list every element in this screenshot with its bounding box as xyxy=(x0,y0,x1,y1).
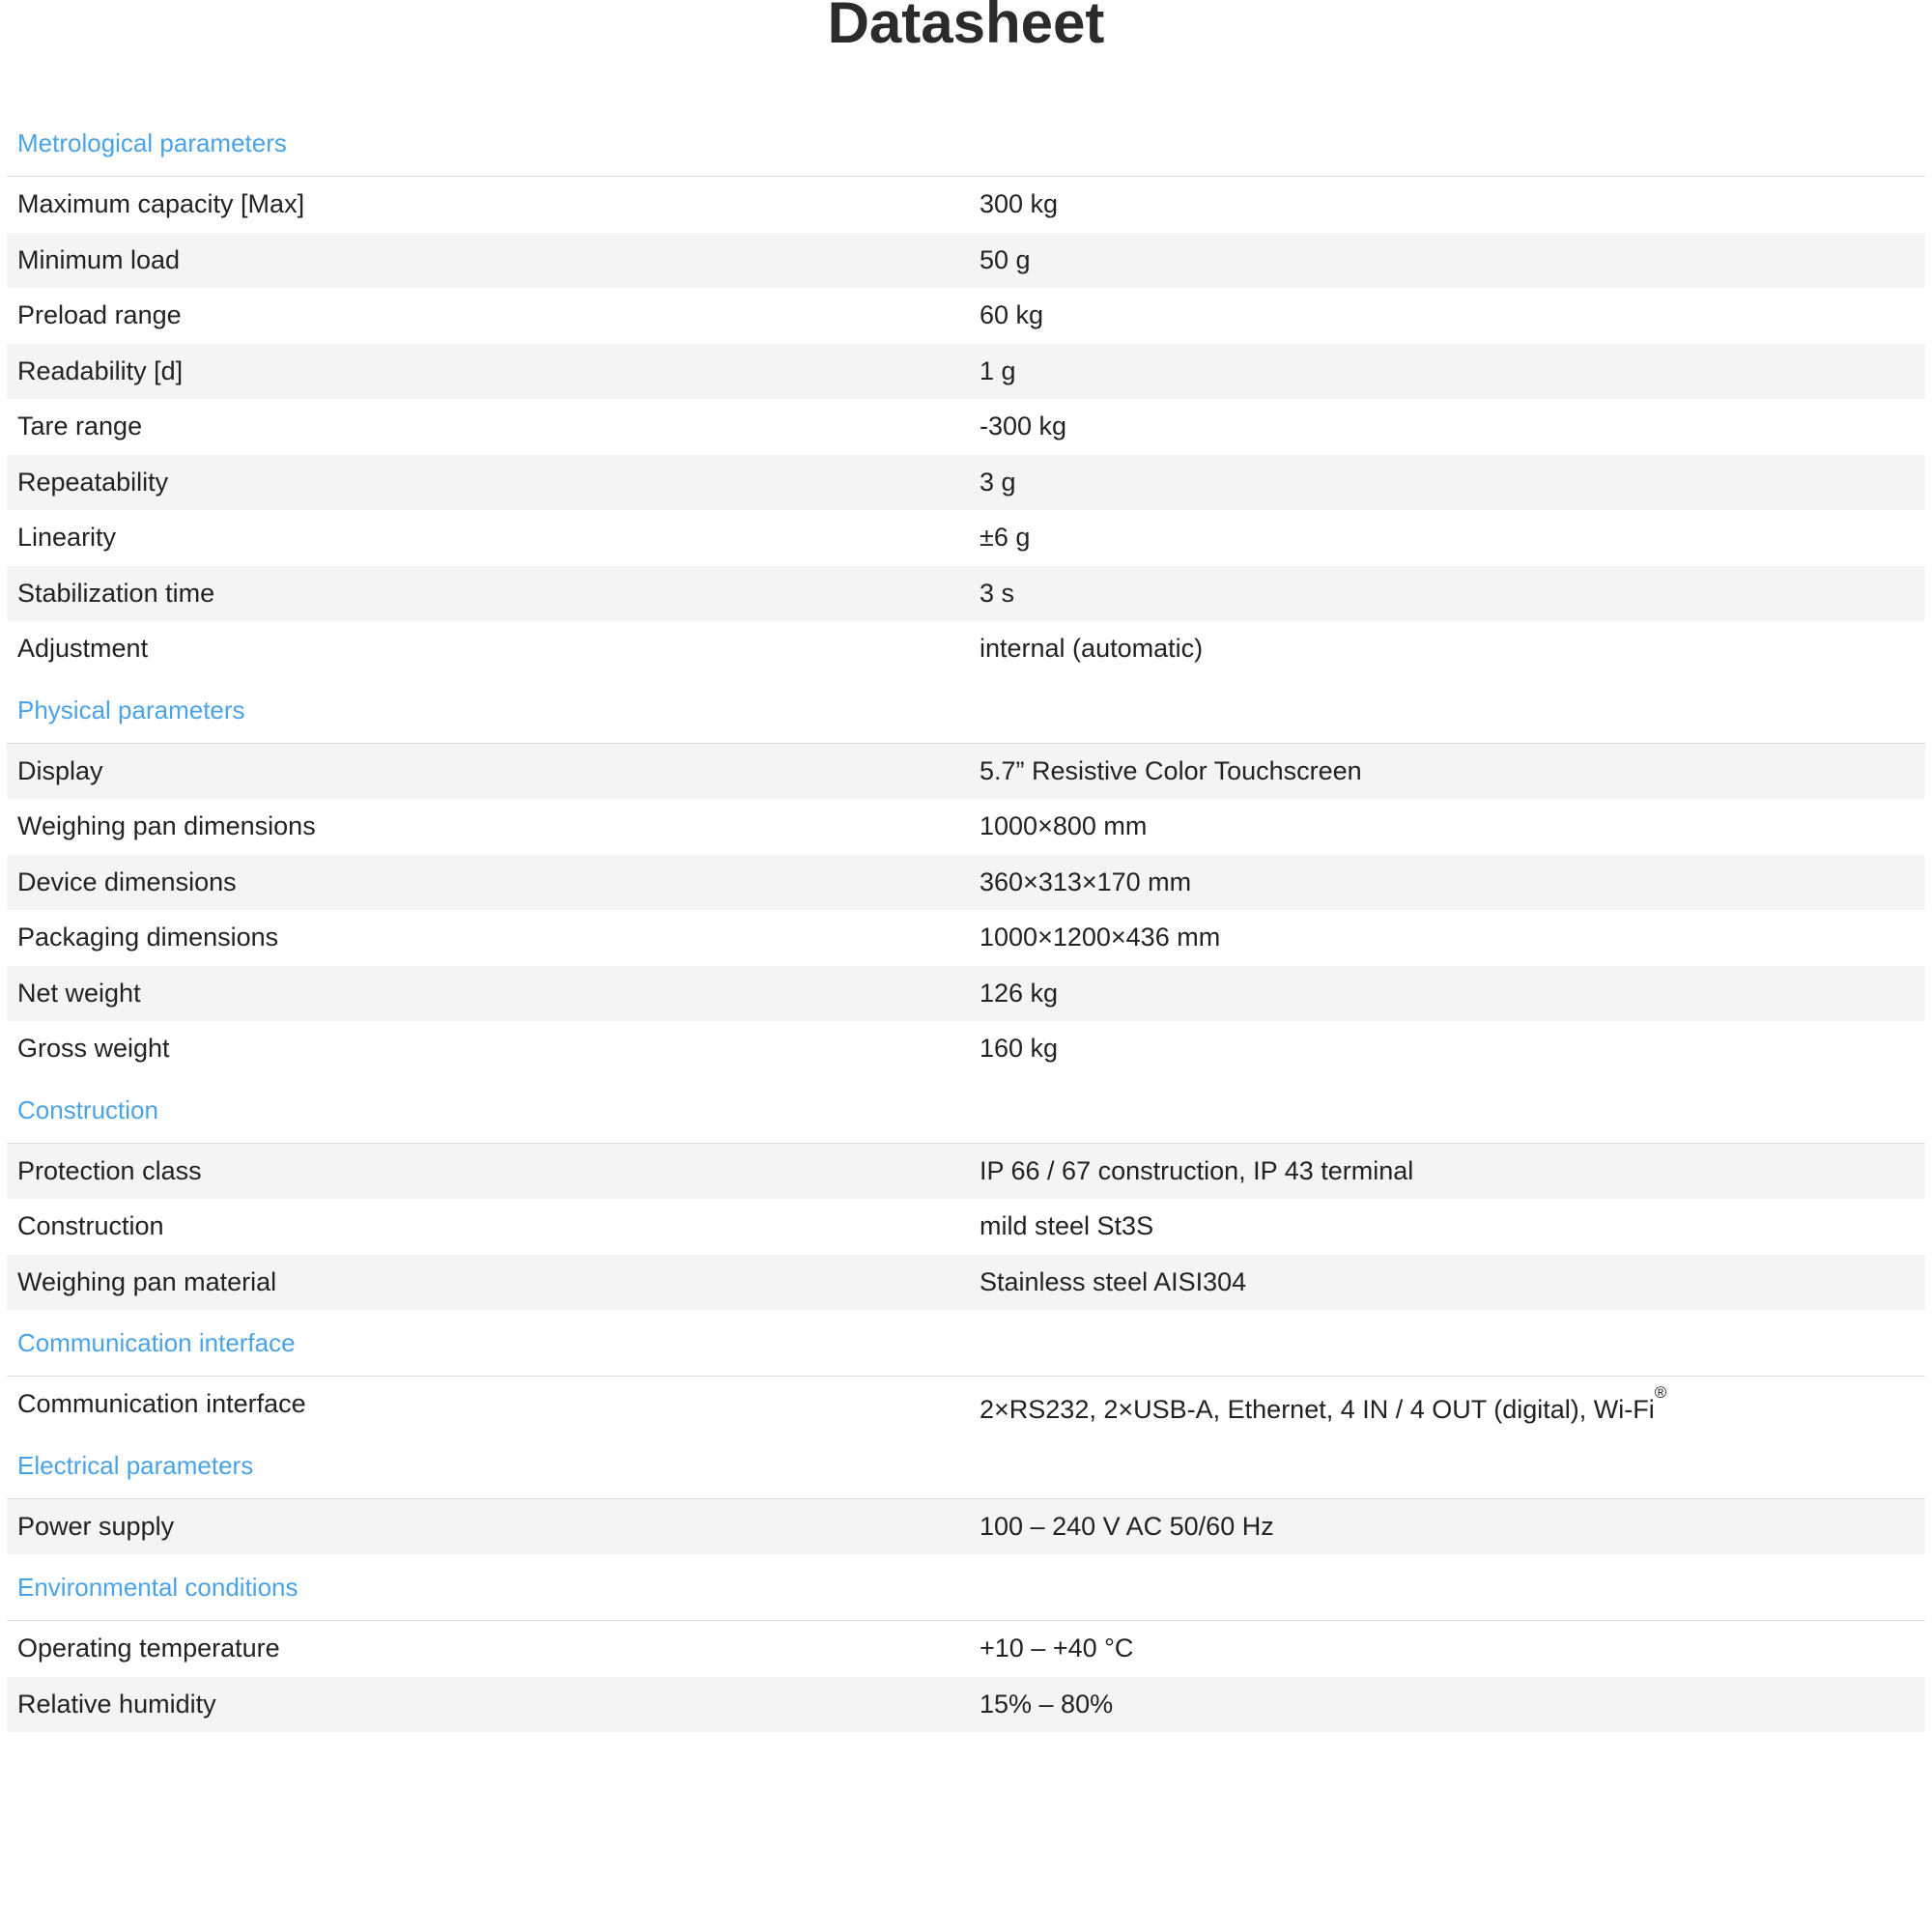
page-title: Datasheet xyxy=(827,0,1105,55)
table-row xyxy=(7,855,1925,911)
row-value: 300 kg xyxy=(980,189,1059,218)
row-label: Preload range xyxy=(17,300,182,329)
row-value: 5.7” Resistive Color Touchscreen xyxy=(980,755,1362,785)
section-heading: Electrical parameters xyxy=(7,1433,1925,1499)
row-value: ±6 g xyxy=(980,523,1031,552)
section-heading: Communication interface xyxy=(7,1310,1925,1377)
section-electrical-parameters xyxy=(7,1433,1925,1555)
table-row xyxy=(7,1677,1925,1733)
row-label: Adjustment xyxy=(17,634,149,663)
table-row xyxy=(7,510,1925,566)
table-row xyxy=(7,177,1925,233)
row-value: mild steel St3S xyxy=(980,1211,1154,1240)
row-value: 126 kg xyxy=(980,978,1059,1008)
row-value xyxy=(980,1382,1666,1438)
table-row xyxy=(7,344,1925,400)
section-heading: Environmental conditions xyxy=(7,1554,1925,1621)
row-label: Minimum load xyxy=(17,244,181,274)
row-value: 1000×1200×436 mm xyxy=(980,923,1221,952)
section-heading: Physical parameters xyxy=(7,677,1925,744)
row-label: Power supply xyxy=(17,1511,175,1541)
row-value: 100 – 240 V AC 50/60 Hz xyxy=(980,1511,1274,1541)
table-row xyxy=(7,799,1925,855)
section-communication-interface xyxy=(7,1310,1925,1433)
row-value: -300 kg xyxy=(980,412,1067,440)
section-heading: Metrological parameters xyxy=(7,110,1925,177)
row-label: Net weight xyxy=(17,978,141,1008)
row-value-text: 2×RS232, 2×USB-A, Ethernet, 4 IN / 4 OUT (digital), Wi-Fi xyxy=(980,1395,1655,1424)
row-label: Construction xyxy=(17,1211,164,1240)
row-label: Display xyxy=(17,755,103,785)
row-value: +10 – +40 °C xyxy=(980,1634,1134,1662)
section-heading: Construction xyxy=(7,1077,1925,1144)
table-row xyxy=(7,1255,1925,1311)
row-label: Linearity xyxy=(17,523,117,552)
table-row xyxy=(7,1377,1925,1433)
row-label: Repeatability xyxy=(17,467,169,497)
table-row xyxy=(7,1144,1925,1200)
row-label: Stabilization time xyxy=(17,578,215,608)
row-label: Weighing pan material xyxy=(17,1266,277,1296)
row-label: Packaging dimensions xyxy=(17,923,279,952)
table-row xyxy=(7,1021,1925,1077)
row-label: Communication interface xyxy=(17,1389,306,1418)
row-value: 160 kg xyxy=(980,1034,1059,1063)
table-row xyxy=(7,1199,1925,1255)
row-value: 50 g xyxy=(980,244,1031,274)
row-value: internal (automatic) xyxy=(980,634,1204,663)
row-value: 1 g xyxy=(980,355,1016,385)
row-label: Readability [d] xyxy=(17,355,184,385)
row-label: Weighing pan dimensions xyxy=(17,811,316,840)
row-label: Device dimensions xyxy=(17,867,237,896)
row-value: 1000×800 mm xyxy=(980,811,1148,840)
table-row xyxy=(7,744,1925,800)
table-row xyxy=(7,1621,1925,1677)
table-row xyxy=(7,910,1925,966)
table-row xyxy=(7,621,1925,677)
table-row xyxy=(7,288,1925,344)
section-environmental-conditions xyxy=(7,1554,1925,1732)
row-label: Gross weight xyxy=(17,1034,170,1063)
table-row xyxy=(7,399,1925,455)
table-row xyxy=(7,455,1925,511)
table-row xyxy=(7,233,1925,289)
row-value: 60 kg xyxy=(980,300,1044,329)
row-label: Tare range xyxy=(17,412,143,440)
row-value: Stainless steel AISI304 xyxy=(980,1266,1247,1296)
row-value: IP 66 / 67 construction, IP 43 terminal xyxy=(980,1155,1414,1185)
row-label: Maximum capacity [Max] xyxy=(17,189,305,218)
registered-mark: ® xyxy=(1654,1383,1667,1402)
row-label: Operating temperature xyxy=(17,1634,280,1662)
row-label: Protection class xyxy=(17,1155,202,1185)
row-value: 3 g xyxy=(980,467,1016,497)
section-physical-parameters xyxy=(7,677,1925,1077)
row-value: 3 s xyxy=(980,578,1015,608)
table-row xyxy=(7,566,1925,622)
row-value: 360×313×170 mm xyxy=(980,867,1192,896)
table-row xyxy=(7,1499,1925,1555)
row-label: Relative humidity xyxy=(17,1689,216,1719)
table-row xyxy=(7,966,1925,1022)
row-value: 15% – 80% xyxy=(980,1689,1114,1719)
section-metrological-parameters xyxy=(7,110,1925,677)
section-construction xyxy=(7,1077,1925,1311)
datasheet-table xyxy=(7,110,1925,1732)
